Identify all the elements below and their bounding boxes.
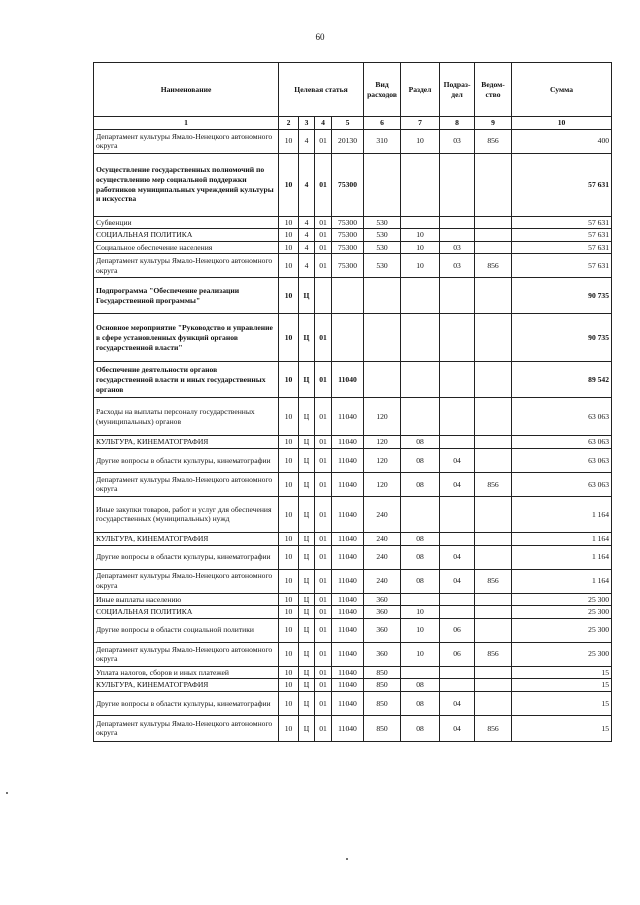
- expense-type-cell: 310: [364, 129, 401, 153]
- row-name: Подпрограмма "Обеспечение реализации Государственной программы": [94, 278, 279, 314]
- target-article-part: 11040: [332, 496, 364, 532]
- target-article-part: 01: [315, 593, 332, 606]
- sum-cell: 57 631: [512, 254, 612, 278]
- target-article-part: 01: [315, 448, 332, 472]
- target-article-part: Ц: [299, 532, 315, 545]
- department-cell: [475, 496, 512, 532]
- target-article-part: 01: [315, 691, 332, 715]
- subsection-cell: 04: [440, 715, 475, 741]
- sum-cell: 57 631: [512, 229, 612, 242]
- row-name: СОЦИАЛЬНАЯ ПОЛИТИКА: [94, 229, 279, 242]
- subsection-cell: 03: [440, 129, 475, 153]
- row-name: Департамент культуры Ямало-Ненецкого автономного округа: [94, 569, 279, 593]
- sum-cell: 25 300: [512, 606, 612, 619]
- target-article-part: 01: [315, 618, 332, 642]
- target-article-part: 11040: [332, 532, 364, 545]
- header-target-article: Целевая статья: [279, 63, 364, 117]
- sum-cell: 25 300: [512, 618, 612, 642]
- table-row: [94, 472, 612, 496]
- subsection-cell: [440, 229, 475, 242]
- table-row: [94, 593, 612, 606]
- target-article-part: 01: [315, 606, 332, 619]
- target-article-part: 10: [279, 618, 299, 642]
- header-subsection: Подраз-дел: [440, 63, 475, 117]
- sum-cell: 57 631: [512, 153, 612, 216]
- target-article-part: 10: [279, 679, 299, 692]
- column-number: 1: [94, 117, 279, 130]
- target-article-part: 11040: [332, 436, 364, 449]
- target-article-part: 10: [279, 314, 299, 362]
- header-section: Раздел: [401, 63, 440, 117]
- sum-cell: 63 063: [512, 472, 612, 496]
- target-article-part: Ц: [299, 448, 315, 472]
- target-article-part: Ц: [299, 496, 315, 532]
- subsection-cell: 06: [440, 642, 475, 666]
- target-article-part: 11040: [332, 362, 364, 398]
- subsection-cell: 04: [440, 569, 475, 593]
- table-row: [94, 153, 612, 216]
- expense-type-cell: 530: [364, 254, 401, 278]
- table-row: [94, 606, 612, 619]
- sum-cell: 1 164: [512, 496, 612, 532]
- section-cell: [401, 398, 440, 436]
- subsection-cell: [440, 398, 475, 436]
- table-row: [94, 278, 612, 314]
- target-article-part: Ц: [299, 362, 315, 398]
- target-article-part: Ц: [299, 606, 315, 619]
- subsection-cell: [440, 496, 475, 532]
- table-row: [94, 642, 612, 666]
- expense-type-cell: 360: [364, 593, 401, 606]
- target-article-part: 01: [315, 679, 332, 692]
- row-name: Иные выплаты населению: [94, 593, 279, 606]
- target-article-part: 01: [315, 129, 332, 153]
- expense-type-cell: 120: [364, 398, 401, 436]
- section-cell: [401, 666, 440, 679]
- sum-cell: 400: [512, 129, 612, 153]
- row-name: Обеспечение деятельности органов государственной власти и иных государственных органов: [94, 362, 279, 398]
- target-article-part: 10: [279, 436, 299, 449]
- department-cell: [475, 153, 512, 216]
- target-article-part: 4: [299, 153, 315, 216]
- target-article-part: Ц: [299, 398, 315, 436]
- department-cell: [475, 216, 512, 229]
- department-cell: 856: [475, 569, 512, 593]
- subsection-cell: [440, 314, 475, 362]
- target-article-part: Ц: [299, 278, 315, 314]
- table-row: [94, 691, 612, 715]
- target-article-part: Ц: [299, 545, 315, 569]
- sum-cell: 1 164: [512, 545, 612, 569]
- scan-speck: [346, 858, 348, 860]
- department-cell: [475, 532, 512, 545]
- section-cell: [401, 314, 440, 362]
- table-row: [94, 545, 612, 569]
- department-cell: 856: [475, 642, 512, 666]
- target-article-part: Ц: [299, 691, 315, 715]
- section-cell: 08: [401, 545, 440, 569]
- department-cell: 856: [475, 715, 512, 741]
- column-number: 6: [364, 117, 401, 130]
- target-article-part: 01: [315, 545, 332, 569]
- target-article-part: 11040: [332, 593, 364, 606]
- target-article-part: 11040: [332, 691, 364, 715]
- target-article-part: 11040: [332, 472, 364, 496]
- target-article-part: 4: [299, 254, 315, 278]
- subsection-cell: [440, 362, 475, 398]
- target-article-part: Ц: [299, 642, 315, 666]
- target-article-part: 75300: [332, 254, 364, 278]
- section-cell: 08: [401, 448, 440, 472]
- header-row: [94, 63, 612, 117]
- column-number: 4: [315, 117, 332, 130]
- subsection-cell: [440, 606, 475, 619]
- table-row: [94, 618, 612, 642]
- target-article-part: 10: [279, 362, 299, 398]
- scan-speck: [6, 792, 8, 794]
- section-cell: 10: [401, 129, 440, 153]
- target-article-part: 10: [279, 496, 299, 532]
- section-cell: 08: [401, 436, 440, 449]
- target-article-part: 4: [299, 241, 315, 254]
- section-cell: [401, 496, 440, 532]
- department-cell: [475, 229, 512, 242]
- page-number: 60: [315, 32, 325, 42]
- department-cell: [475, 398, 512, 436]
- table-row: [94, 679, 612, 692]
- row-name: Департамент культуры Ямало-Ненецкого автономного округа: [94, 642, 279, 666]
- sum-cell: 15: [512, 666, 612, 679]
- target-article-part: [332, 314, 364, 362]
- column-number: 10: [512, 117, 612, 130]
- column-number-row: [94, 117, 612, 130]
- sum-cell: 63 063: [512, 398, 612, 436]
- section-cell: 10: [401, 241, 440, 254]
- header-expense-type: Вид расходов: [364, 63, 401, 117]
- section-cell: 08: [401, 715, 440, 741]
- sum-cell: 90 735: [512, 314, 612, 362]
- target-article-part: 10: [279, 666, 299, 679]
- subsection-cell: 04: [440, 691, 475, 715]
- section-cell: [401, 216, 440, 229]
- target-article-part: 10: [279, 448, 299, 472]
- target-article-part: 4: [299, 129, 315, 153]
- subsection-cell: [440, 278, 475, 314]
- sum-cell: 1 164: [512, 569, 612, 593]
- target-article-part: Ц: [299, 679, 315, 692]
- row-name: КУЛЬТУРА, КИНЕМАТОГРАФИЯ: [94, 436, 279, 449]
- table-row: [94, 241, 612, 254]
- table-row: [94, 362, 612, 398]
- department-cell: [475, 666, 512, 679]
- target-article-part: 10: [279, 229, 299, 242]
- sum-cell: 89 542: [512, 362, 612, 398]
- target-article-part: 10: [279, 532, 299, 545]
- subsection-cell: [440, 436, 475, 449]
- subsection-cell: [440, 666, 475, 679]
- section-cell: [401, 278, 440, 314]
- department-cell: 856: [475, 129, 512, 153]
- department-cell: [475, 679, 512, 692]
- target-article-part: 01: [315, 496, 332, 532]
- target-article-part: 4: [299, 216, 315, 229]
- target-article-part: Ц: [299, 715, 315, 741]
- target-article-part: 01: [315, 241, 332, 254]
- department-cell: [475, 545, 512, 569]
- table-row: [94, 314, 612, 362]
- section-cell: 10: [401, 254, 440, 278]
- expense-type-cell: 240: [364, 532, 401, 545]
- expense-type-cell: 120: [364, 436, 401, 449]
- sum-cell: 57 631: [512, 216, 612, 229]
- expense-type-cell: 850: [364, 691, 401, 715]
- row-name: Уплата налогов, сборов и иных платежей: [94, 666, 279, 679]
- subsection-cell: 04: [440, 472, 475, 496]
- table-row: [94, 216, 612, 229]
- row-name: Субвенции: [94, 216, 279, 229]
- target-article-part: 10: [279, 691, 299, 715]
- row-name: Департамент культуры Ямало-Ненецкого автономного округа: [94, 129, 279, 153]
- expense-type-cell: 360: [364, 606, 401, 619]
- header-sum: Сумма: [512, 63, 612, 117]
- section-cell: 08: [401, 691, 440, 715]
- sum-cell: 25 300: [512, 642, 612, 666]
- target-article-part: Ц: [299, 472, 315, 496]
- table-row: [94, 569, 612, 593]
- column-number: 7: [401, 117, 440, 130]
- sum-cell: 1 164: [512, 532, 612, 545]
- section-cell: [401, 593, 440, 606]
- expense-type-cell: 240: [364, 496, 401, 532]
- target-article-part: 01: [315, 398, 332, 436]
- target-article-part: 01: [315, 666, 332, 679]
- target-article-part: 11040: [332, 666, 364, 679]
- target-article-part: Ц: [299, 436, 315, 449]
- header-department: Ведом-ство: [475, 63, 512, 117]
- target-article-part: Ц: [299, 666, 315, 679]
- department-cell: [475, 278, 512, 314]
- department-cell: 856: [475, 254, 512, 278]
- department-cell: [475, 314, 512, 362]
- sum-cell: 25 300: [512, 593, 612, 606]
- table-row: [94, 496, 612, 532]
- target-article-part: 11040: [332, 642, 364, 666]
- target-article-part: 10: [279, 642, 299, 666]
- target-article-part: 10: [279, 606, 299, 619]
- header-name: Наименование: [94, 63, 279, 117]
- expense-type-cell: 240: [364, 569, 401, 593]
- section-cell: [401, 362, 440, 398]
- target-article-part: 10: [279, 398, 299, 436]
- sum-cell: 63 063: [512, 448, 612, 472]
- budget-table: [93, 62, 612, 742]
- target-article-part: 01: [315, 216, 332, 229]
- column-number: 3: [299, 117, 315, 130]
- table-row: [94, 448, 612, 472]
- expense-type-cell: 360: [364, 642, 401, 666]
- expense-type-cell: [364, 314, 401, 362]
- target-article-part: 01: [315, 362, 332, 398]
- target-article-part: 01: [315, 642, 332, 666]
- subsection-cell: 03: [440, 241, 475, 254]
- row-name: Другие вопросы в области культуры, кинематографии: [94, 545, 279, 569]
- section-cell: [401, 153, 440, 216]
- target-article-part: 01: [315, 314, 332, 362]
- target-article-part: 10: [279, 278, 299, 314]
- row-name: Расходы на выплаты персоналу государственных (муниципальных) органов: [94, 398, 279, 436]
- target-article-part: 11040: [332, 679, 364, 692]
- row-name: Другие вопросы в области социальной политики: [94, 618, 279, 642]
- target-article-part: 01: [315, 229, 332, 242]
- table-row: [94, 254, 612, 278]
- row-name: Осуществление государственных полномочий по осуществлению мер социальной поддержки работников муниципальных учреждений культуры и искусства: [94, 153, 279, 216]
- target-article-part: 01: [315, 532, 332, 545]
- row-name: КУЛЬТУРА, КИНЕМАТОГРАФИЯ: [94, 532, 279, 545]
- target-article-part: 11040: [332, 715, 364, 741]
- department-cell: [475, 593, 512, 606]
- target-article-part: 75300: [332, 216, 364, 229]
- row-name: Департамент культуры Ямало-Ненецкого автономного округа: [94, 715, 279, 741]
- subsection-cell: [440, 532, 475, 545]
- target-article-part: 11040: [332, 398, 364, 436]
- expense-type-cell: 530: [364, 216, 401, 229]
- target-article-part: 11040: [332, 545, 364, 569]
- department-cell: 856: [475, 472, 512, 496]
- expense-type-cell: 120: [364, 472, 401, 496]
- table-body: [94, 129, 612, 741]
- expense-type-cell: 530: [364, 241, 401, 254]
- table-row: [94, 532, 612, 545]
- row-name: Другие вопросы в области культуры, кинематографии: [94, 691, 279, 715]
- expense-type-cell: 850: [364, 666, 401, 679]
- department-cell: [475, 618, 512, 642]
- section-cell: 10: [401, 229, 440, 242]
- subsection-cell: 04: [440, 448, 475, 472]
- target-article-part: 75300: [332, 153, 364, 216]
- column-number: 5: [332, 117, 364, 130]
- subsection-cell: 03: [440, 254, 475, 278]
- table-row: [94, 129, 612, 153]
- section-cell: 10: [401, 606, 440, 619]
- department-cell: [475, 691, 512, 715]
- section-cell: 08: [401, 532, 440, 545]
- target-article-part: Ц: [299, 314, 315, 362]
- column-number: 8: [440, 117, 475, 130]
- expense-type-cell: [364, 362, 401, 398]
- section-cell: 10: [401, 642, 440, 666]
- target-article-part: 10: [279, 569, 299, 593]
- department-cell: [475, 241, 512, 254]
- subsection-cell: [440, 679, 475, 692]
- sum-cell: 63 063: [512, 436, 612, 449]
- sum-cell: 15: [512, 691, 612, 715]
- expense-type-cell: [364, 278, 401, 314]
- target-article-part: 4: [299, 229, 315, 242]
- expense-type-cell: 240: [364, 545, 401, 569]
- target-article-part: 01: [315, 153, 332, 216]
- expense-type-cell: 360: [364, 618, 401, 642]
- expense-type-cell: 530: [364, 229, 401, 242]
- target-article-part: 01: [315, 472, 332, 496]
- row-name: Социальное обеспечение населения: [94, 241, 279, 254]
- table-row: [94, 715, 612, 741]
- target-article-part: 10: [279, 545, 299, 569]
- department-cell: [475, 436, 512, 449]
- subsection-cell: [440, 216, 475, 229]
- target-article-part: 01: [315, 569, 332, 593]
- section-cell: 08: [401, 679, 440, 692]
- target-article-part: [315, 278, 332, 314]
- target-article-part: 10: [279, 153, 299, 216]
- row-name: КУЛЬТУРА, КИНЕМАТОГРАФИЯ: [94, 679, 279, 692]
- target-article-part: 20130: [332, 129, 364, 153]
- target-article-part: 11040: [332, 606, 364, 619]
- table-row: [94, 666, 612, 679]
- department-cell: [475, 448, 512, 472]
- row-name: СОЦИАЛЬНАЯ ПОЛИТИКА: [94, 606, 279, 619]
- sum-cell: 57 631: [512, 241, 612, 254]
- expense-type-cell: 850: [364, 679, 401, 692]
- target-article-part: 01: [315, 436, 332, 449]
- row-name: Другие вопросы в области культуры, кинематографии: [94, 448, 279, 472]
- sum-cell: 15: [512, 679, 612, 692]
- target-article-part: 01: [315, 715, 332, 741]
- target-article-part: 11040: [332, 569, 364, 593]
- row-name: Иные закупки товаров, работ и услуг для обеспечения государственных (муниципальных) нужд: [94, 496, 279, 532]
- row-name: Основное мероприятие "Руководство и управление в сфере установленных функций органов государственной власти": [94, 314, 279, 362]
- table-row: [94, 398, 612, 436]
- subsection-cell: 06: [440, 618, 475, 642]
- sum-cell: 90 735: [512, 278, 612, 314]
- row-name: Департамент культуры Ямало-Ненецкого автономного округа: [94, 472, 279, 496]
- target-article-part: 11040: [332, 448, 364, 472]
- target-article-part: 10: [279, 715, 299, 741]
- department-cell: [475, 362, 512, 398]
- subsection-cell: 04: [440, 545, 475, 569]
- target-article-part: Ц: [299, 618, 315, 642]
- expense-type-cell: 850: [364, 715, 401, 741]
- expense-type-cell: 120: [364, 448, 401, 472]
- target-article-part: 10: [279, 241, 299, 254]
- column-number: 9: [475, 117, 512, 130]
- table-row: [94, 436, 612, 449]
- section-cell: 08: [401, 472, 440, 496]
- column-number: 2: [279, 117, 299, 130]
- department-cell: [475, 606, 512, 619]
- subsection-cell: [440, 153, 475, 216]
- target-article-part: 10: [279, 129, 299, 153]
- target-article-part: 01: [315, 254, 332, 278]
- target-article-part: 75300: [332, 241, 364, 254]
- target-article-part: 10: [279, 593, 299, 606]
- target-article-part: [332, 278, 364, 314]
- section-cell: 08: [401, 569, 440, 593]
- target-article-part: Ц: [299, 593, 315, 606]
- target-article-part: 10: [279, 254, 299, 278]
- target-article-part: 75300: [332, 229, 364, 242]
- target-article-part: Ц: [299, 569, 315, 593]
- row-name: Департамент культуры Ямало-Ненецкого автономного округа: [94, 254, 279, 278]
- target-article-part: 10: [279, 472, 299, 496]
- target-article-part: 11040: [332, 618, 364, 642]
- target-article-part: 10: [279, 216, 299, 229]
- table-row: [94, 229, 612, 242]
- subsection-cell: [440, 593, 475, 606]
- section-cell: 10: [401, 618, 440, 642]
- expense-type-cell: [364, 153, 401, 216]
- sum-cell: 15: [512, 715, 612, 741]
